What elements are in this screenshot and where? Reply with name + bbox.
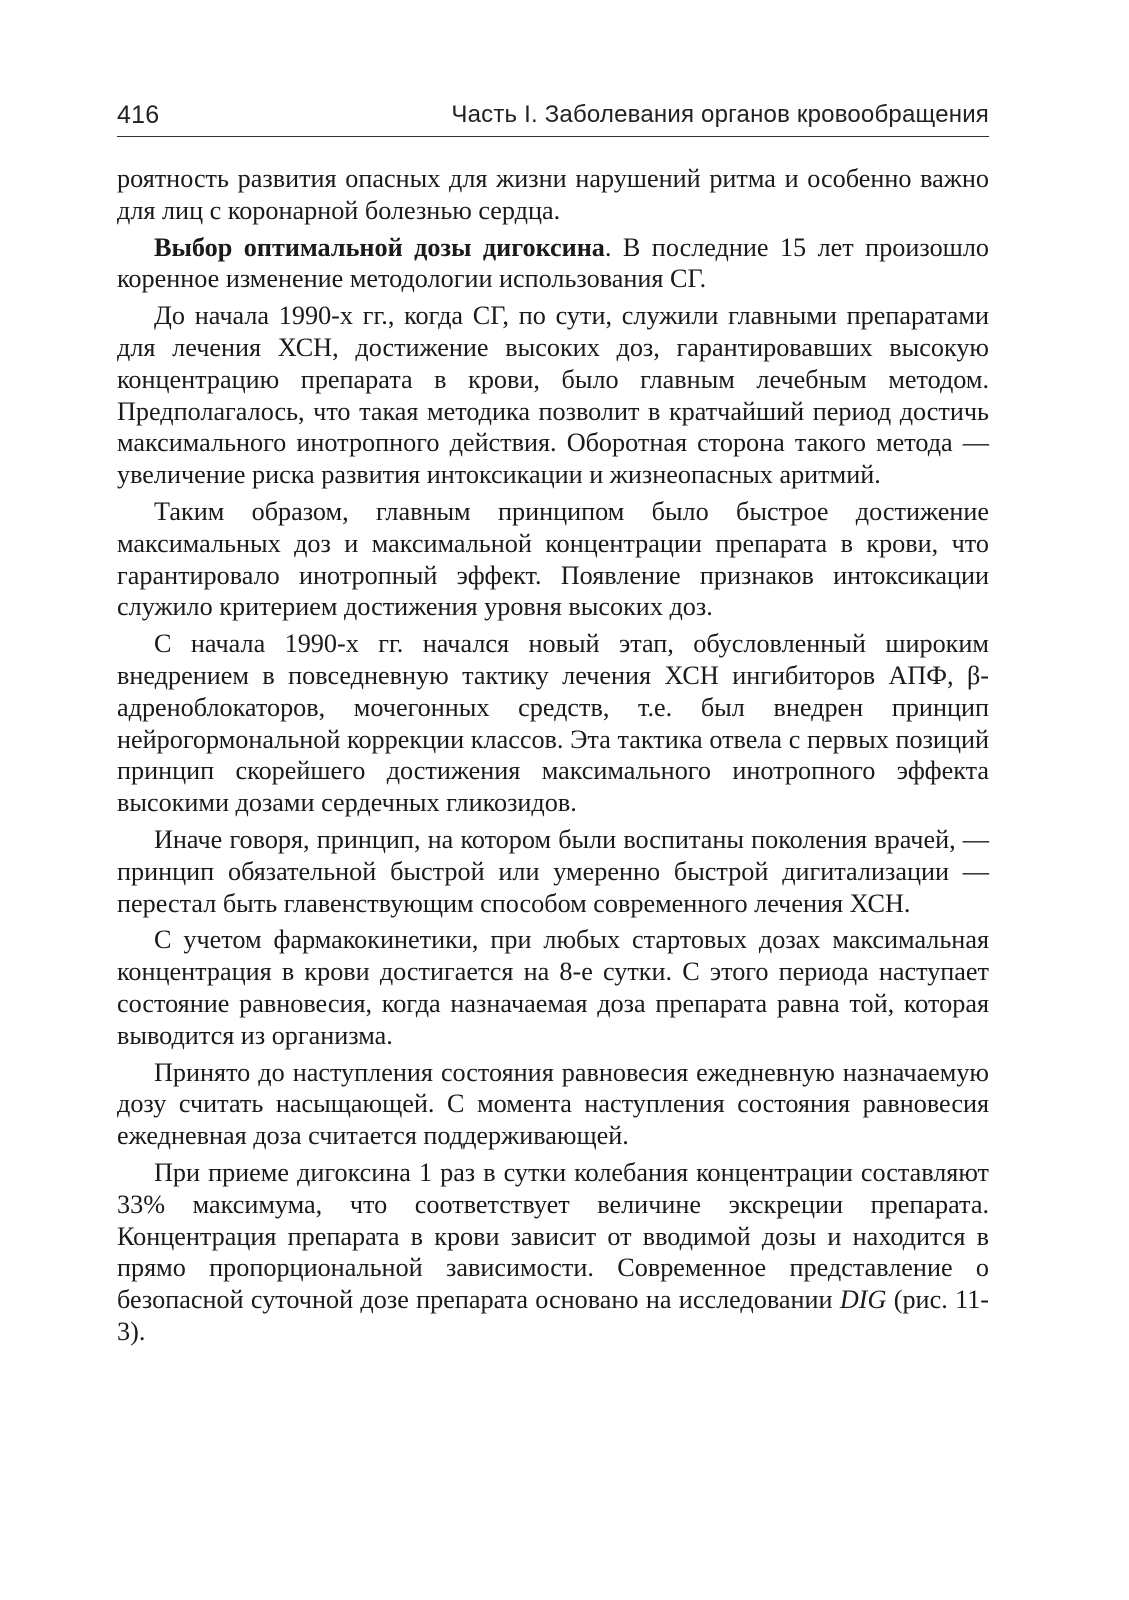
paragraph-text: С начала 1990-х гг. начался новый этап, обусловленный широким внедрением в повседневную тактику лечения ХСН ингибиторов АПФ, β-адреноблокаторов, мочегонных средств, т.е. был внедрен принцип нейрогормональной коррекции классов. Эта тактика отвела с первых позиций принцип скорейшего достижения максимального инотропного эффекта высокими дозами сердечных гликозидов. <box>117 629 989 818</box>
paragraph <box>117 824 989 919</box>
paragraph <box>117 1157 989 1348</box>
study-name: DIG <box>839 1285 887 1315</box>
paragraph-text: роятность развития опасных для жизни нарушений ритма и особенно важно для лиц с коронарной болезнью сердца. <box>117 164 989 225</box>
paragraph-continuation <box>117 163 989 227</box>
book-page <box>117 100 989 1353</box>
paragraph-text: Принято до наступления состояния равновесия ежедневную назначаемую дозу считать насыщающей. С момента наступления состояния равновесия ежедневная доза считается поддерживающей. <box>117 1057 989 1151</box>
paragraph-heading: Выбор оптимальной дозы дигоксина <box>154 232 605 262</box>
paragraph-text: . В последние 15 лет произошло коренное изменение методологии использования СГ. <box>117 232 990 294</box>
paragraph <box>117 924 989 1051</box>
paragraph-text: До начала 1990-х гг., когда СГ, по сути, служили главными препаратами для лечения ХСН, достижение высоких доз, гарантировавших высокую концентрацию препарата в крови, было главным лечебным методом. Предполагалось, что такая методика позволит в кратчайший период достичь максимального инотропного действия. Оборотная сторона такого метода — увеличение риска развития интоксикации и жизнеопасных аритмий. <box>117 301 989 490</box>
paragraph-digoxin-dose <box>117 232 989 296</box>
figure-reference: (рис. 11-3). <box>117 1285 990 1346</box>
paragraph <box>117 300 989 491</box>
paragraph <box>117 628 989 819</box>
running-header <box>117 100 989 137</box>
paragraph-text: С учетом фармакокинетики, при любых стартовых дозах максимальная концентрация в крови достигается на 8-е сутки. С этого периода наступает состояние равновесия, когда назначаемая доза препарата равна той, которая выводится из организма. <box>117 925 989 1050</box>
paragraph <box>117 496 989 623</box>
section-title: Часть I. Заболевания органов кровообращения <box>451 101 989 128</box>
paragraph-text: При приеме дигоксина 1 раз в сутки колебания концентрации составляют 33% максимума, что соответствует величине экскреции препарата. Концентрация препарата в крови зависит от вводимой дозы и находится в прямо пропорциональной зависимости. Современное представление о безопасной суточной дозе препарата основано на исследовании <box>117 1157 989 1315</box>
page-number: 416 <box>117 101 160 129</box>
paragraph <box>117 1057 989 1152</box>
paragraph-text: Иначе говоря, принцип, на котором были воспитаны поколения врачей, — принцип обязательной быстрой или умеренно быстрой дигитализации — перестал быть главенствующим способом современного лечения ХСН. <box>117 824 989 918</box>
body-text <box>117 163 989 1348</box>
paragraph-text: Таким образом, главным принципом было быстрое достижение максимальных доз и максимальной концентрации препарата в крови, что гарантировало инотропный эффект. Появление признаков интоксикации служило критерием достижения уровня высоких доз. <box>117 496 989 622</box>
